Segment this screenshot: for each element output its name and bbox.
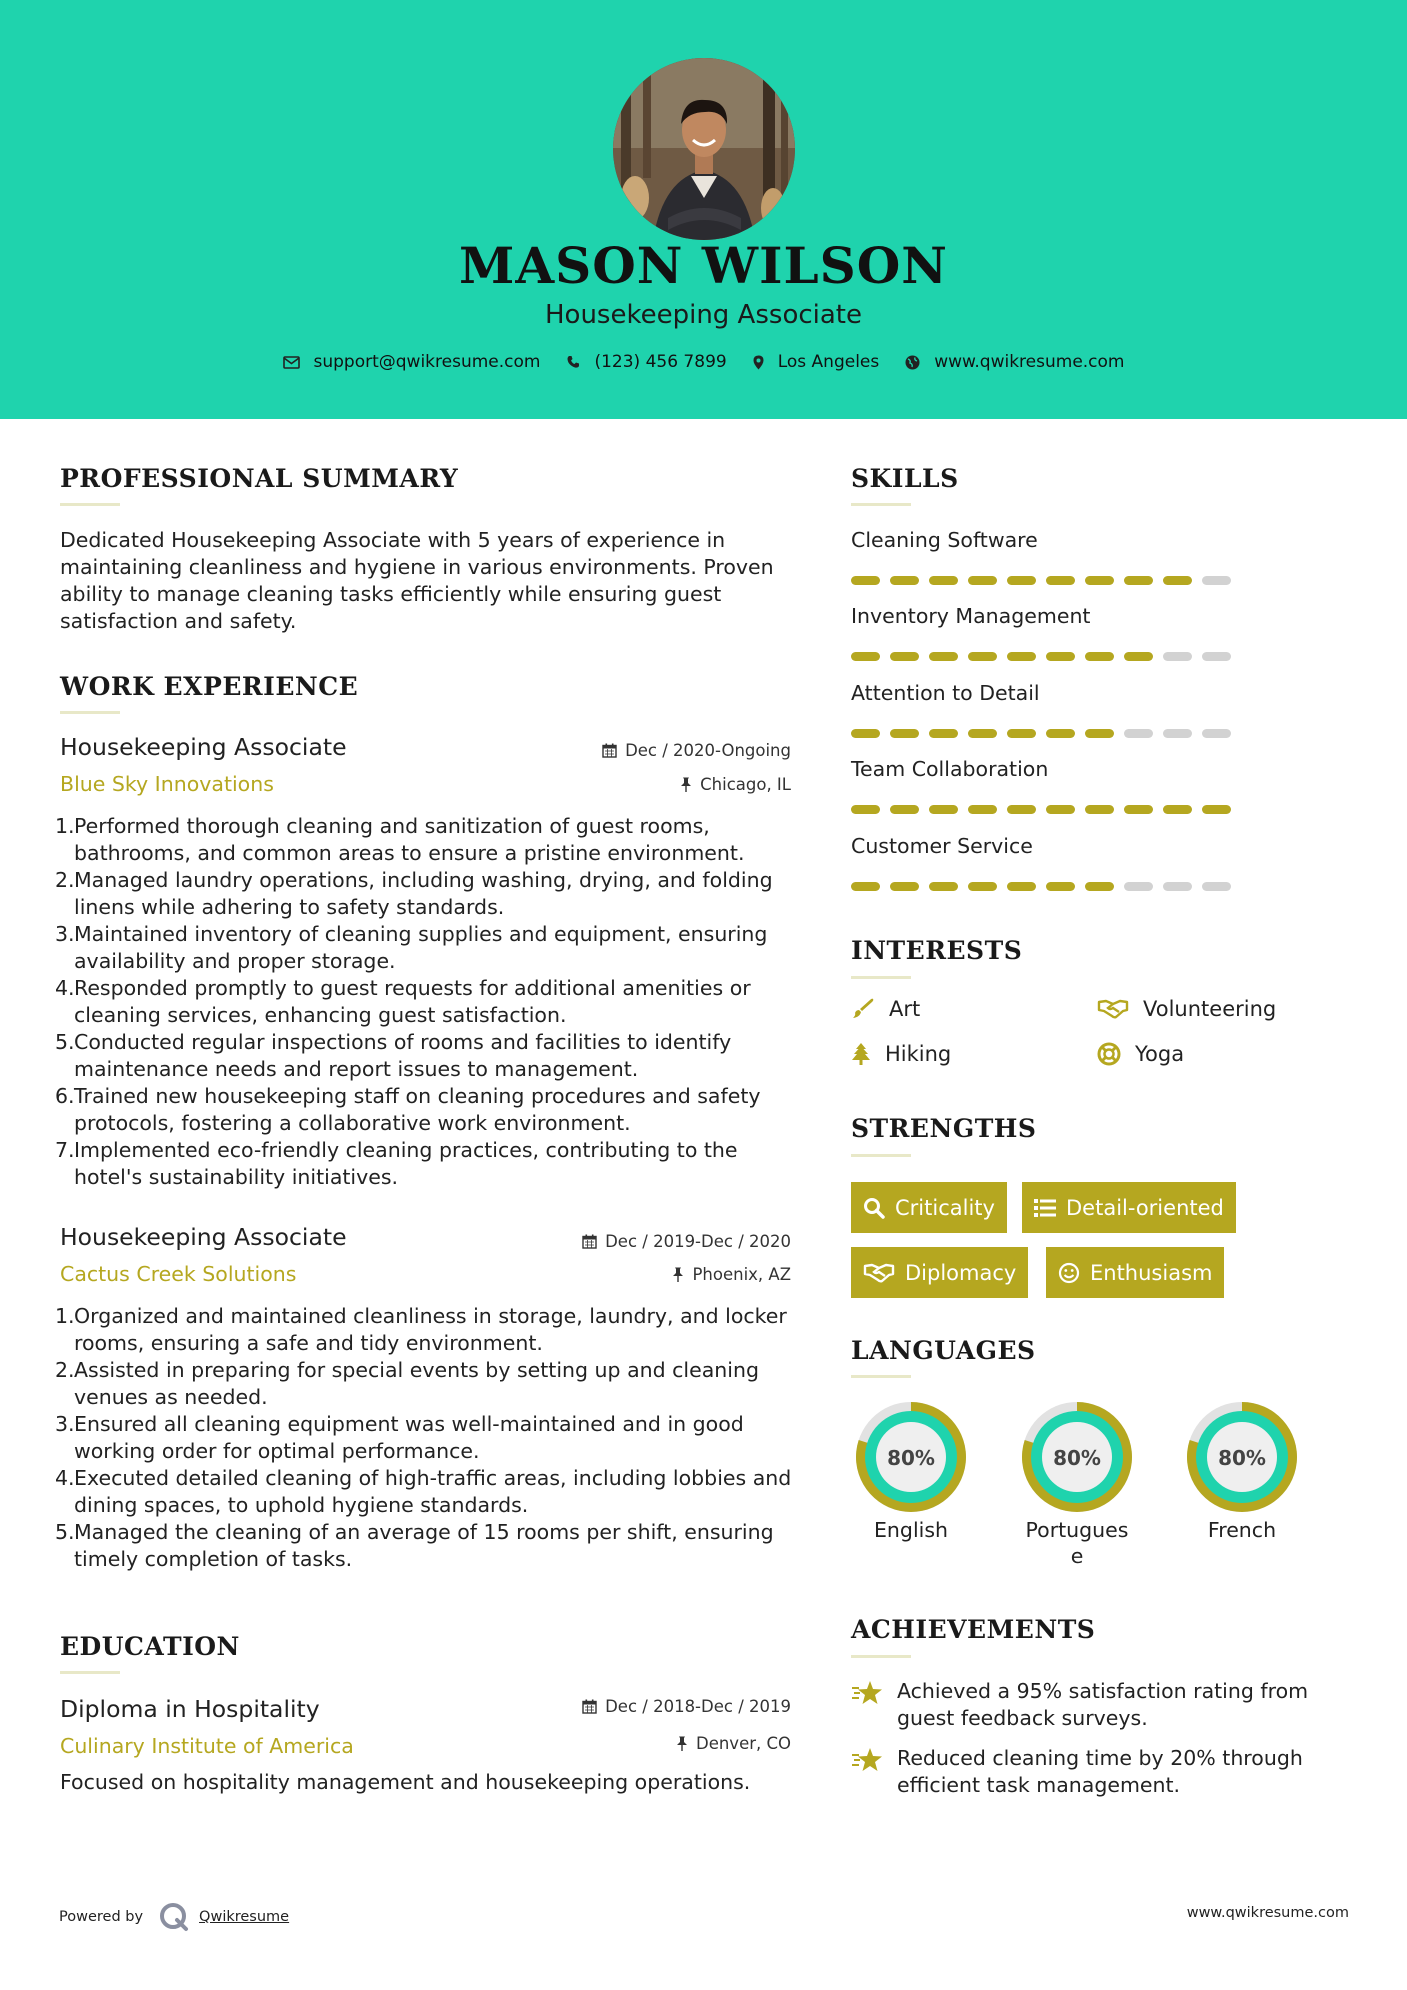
skill-dash-filled [968, 652, 997, 661]
contact-location-text: Los Angeles [777, 352, 880, 372]
globe-icon [905, 355, 920, 370]
skill-dash-filled [1085, 652, 1114, 661]
skill-dash-filled [1046, 652, 1075, 661]
skill-rating [851, 729, 1241, 738]
list-item: 1. Organized and maintained cleanliness in storage, laundry, and locker rooms, ensuring a safe and tidy environment. [55, 1304, 787, 1355]
interest-label: Art [889, 997, 921, 1021]
skill-dash-filled [890, 805, 919, 814]
candidate-name: MASON WILSON [459, 236, 948, 295]
skill-dash-filled [890, 652, 919, 661]
skill-label: Cleaning Software [851, 528, 1038, 552]
achievements-heading: ACHIEVEMENTS [851, 1615, 1096, 1644]
qwikresume-logo-icon [159, 1902, 189, 1932]
handshake-icon [1097, 998, 1129, 1020]
skill-dash-filled [890, 576, 919, 585]
job-2-location-text: Phoenix, AZ [692, 1265, 791, 1284]
list-item: 4. Executed detailed cleaning of high-traffic areas, including lobbies and dining spaces, to uphold hygiene standards. [55, 1466, 792, 1517]
skill-dash-filled [929, 729, 958, 738]
skill-dash-filled [968, 882, 997, 891]
education-location-text: Denver, CO [695, 1734, 791, 1753]
skill-dash-filled [1085, 805, 1114, 814]
interest-yoga [1097, 1042, 1184, 1066]
profile-photo [613, 58, 795, 240]
language-percent: 80% [1053, 1446, 1101, 1470]
interest-label: Yoga [1135, 1042, 1185, 1066]
tree-icon [851, 1043, 871, 1065]
skill-dash-filled [1124, 576, 1153, 585]
list-item: 4. Responded promptly to guest requests for additional amenities or cleaning services, enhancing guest satisfaction. [55, 976, 751, 1027]
strength-chip [1046, 1247, 1224, 1298]
strength-label: Enthusiasm [1090, 1260, 1213, 1285]
skill-dash-filled [1007, 882, 1036, 891]
interest-label: Hiking [885, 1042, 952, 1066]
job-2-company: Cactus Creek Solutions [60, 1262, 297, 1286]
skill-dash-empty [1202, 576, 1231, 585]
skill-dash-filled [851, 729, 880, 738]
job-1-bullets [57, 813, 802, 1191]
skill-label: Attention to Detail [851, 681, 1040, 705]
language-percent: 80% [887, 1446, 935, 1470]
candidate-title: Housekeeping Associate [544, 300, 862, 330]
list-item: 5. Managed the cleaning of an average of 15 rooms per shift, ensuring timely completion of tasks. [55, 1520, 774, 1571]
skill-dash-filled [1007, 805, 1036, 814]
contact-website-text: www.qwikresume.com [934, 352, 1125, 372]
education-degree: Diploma in Hospitality [60, 1695, 320, 1723]
star-icon [851, 1680, 883, 1706]
skill-dash-filled [851, 652, 880, 661]
contact-bar [0, 352, 1407, 372]
calendar-icon [602, 743, 617, 758]
skill-dash-empty [1124, 729, 1153, 738]
skill-dash-filled [851, 882, 880, 891]
skill-dash-filled [851, 576, 880, 585]
education-school: Culinary Institute of America [60, 1734, 354, 1758]
achievement-item [851, 1745, 1321, 1799]
education-description: Focused on hospitality management and housekeeping operations. [60, 1770, 751, 1794]
strengths-underline [851, 1154, 911, 1157]
experience-underline [60, 711, 120, 714]
summary-text: Dedicated Housekeeping Associate with 5 years of experience in maintaining cleanliness and hygiene in various environments. Proven ability to manage cleaning tasks efficiently while ensuring guest satisfaction and safety. [60, 528, 774, 633]
education-underline [60, 1671, 120, 1674]
language-gauge [1016, 1396, 1138, 1518]
qwikresume-link[interactable]: Qwikresume [199, 1909, 290, 1925]
skill-dash-filled [1163, 805, 1192, 814]
skill-dash-filled [1046, 576, 1075, 585]
skill-dash-filled [1085, 729, 1114, 738]
job-1-company: Blue Sky Innovations [60, 772, 274, 796]
skill-dash-empty [1202, 652, 1231, 661]
skill-dash-filled [1046, 805, 1075, 814]
strength-label: Criticality [895, 1195, 995, 1220]
job-1-dates [500, 741, 791, 760]
education-location [500, 1734, 791, 1753]
job-2-title: Housekeeping Associate [60, 1223, 347, 1251]
list-item: 3. Ensured all cleaning equipment was well-maintained and in good working order for optimal performance. [55, 1412, 744, 1463]
skill-dash-filled [1085, 882, 1114, 891]
phone-icon [566, 355, 580, 369]
interest-art [851, 997, 920, 1021]
skills-underline [851, 503, 911, 506]
smile-icon [1058, 1262, 1080, 1284]
pin-icon [676, 1736, 688, 1751]
contact-email[interactable] [283, 352, 541, 372]
interests-underline [851, 976, 911, 979]
strength-chip [1022, 1182, 1236, 1233]
achievement-text: Reduced cleaning time by 20% through efficient task management. [897, 1746, 1303, 1797]
achievements-underline [851, 1655, 911, 1658]
skill-rating [851, 576, 1241, 585]
interest-hiking [851, 1042, 951, 1066]
footer-website[interactable]: www.qwikresume.com [1186, 1905, 1349, 1921]
contact-location [753, 352, 880, 372]
education-dates [500, 1697, 791, 1716]
map-marker-icon [753, 355, 764, 370]
interests-heading: INTERESTS [851, 936, 1023, 965]
achievement-text: Achieved a 95% satisfaction rating from guest feedback surveys. [897, 1679, 1309, 1730]
skill-dash-filled [929, 882, 958, 891]
languages-heading: LANGUAGES [851, 1336, 1036, 1365]
skill-dash-empty [1202, 729, 1231, 738]
skill-dash-filled [1046, 729, 1075, 738]
list-item: 2. Managed laundry operations, including washing, drying, and folding linens while adhering to safety standards. [55, 868, 773, 919]
skill-dash-filled [1085, 576, 1114, 585]
skill-rating [851, 882, 1241, 891]
job-1-location-text: Chicago, IL [700, 775, 791, 794]
interest-label: Volunteering [1143, 997, 1277, 1021]
job-2-dates-text: Dec / 2019-Dec / 2020 [605, 1232, 791, 1251]
job-2-bullets [57, 1303, 802, 1573]
pin-icon [672, 1267, 684, 1282]
skill-dash-filled [929, 805, 958, 814]
job-1-location [500, 775, 791, 794]
skill-dash-filled [1046, 882, 1075, 891]
resume-header [0, 0, 1407, 419]
language-name: French [1207, 1518, 1277, 1542]
pin-icon [680, 777, 692, 792]
summary-underline [60, 503, 120, 506]
experience-heading: WORK EXPERIENCE [60, 672, 359, 701]
strength-label: Diplomacy [905, 1260, 1017, 1285]
contact-phone[interactable] [566, 352, 726, 372]
skill-dash-filled [890, 882, 919, 891]
contact-website[interactable] [905, 352, 1124, 372]
skills-heading: SKILLS [851, 464, 959, 493]
list-icon [1034, 1198, 1056, 1218]
skill-dash-filled [1007, 576, 1036, 585]
strength-chip [851, 1247, 1028, 1298]
list-item: 3. Maintained inventory of cleaning supplies and equipment, ensuring availability and proper storage. [55, 922, 768, 973]
job-2-dates [500, 1232, 791, 1251]
calendar-icon [582, 1699, 597, 1714]
language-percent: 80% [1218, 1446, 1266, 1470]
search-icon [863, 1197, 885, 1219]
skill-dash-empty [1163, 882, 1192, 891]
strength-label: Detail-oriented [1066, 1195, 1224, 1220]
education-dates-text: Dec / 2018-Dec / 2019 [605, 1697, 791, 1716]
skill-dash-filled [1124, 652, 1153, 661]
calendar-icon [582, 1234, 597, 1249]
skill-label: Customer Service [851, 834, 1033, 858]
strengths-heading: STRENGTHS [851, 1114, 1037, 1143]
skill-rating [851, 652, 1241, 661]
contact-phone-text: (123) 456 7899 [594, 352, 727, 372]
skill-label: Team Collaboration [851, 757, 1049, 781]
strength-chip [851, 1182, 1007, 1233]
language-gauge [850, 1396, 972, 1518]
skill-dash-filled [1202, 805, 1231, 814]
job-1-dates-text: Dec / 2020-Ongoing [625, 741, 791, 760]
skill-dash-empty [1163, 652, 1192, 661]
skill-dash-filled [968, 805, 997, 814]
skill-dash-filled [929, 576, 958, 585]
handshake-icon [863, 1262, 895, 1284]
skill-dash-empty [1124, 882, 1153, 891]
skill-dash-filled [890, 729, 919, 738]
footer-powered-by [59, 1902, 289, 1932]
interest-volunteering [1097, 997, 1276, 1021]
list-item: 7. Implemented eco-friendly cleaning practices, contributing to the hotel's sustainability initiatives. [55, 1138, 738, 1189]
language-name: English [873, 1518, 949, 1542]
languages-underline [851, 1375, 911, 1378]
achievement-item [851, 1678, 1321, 1732]
skill-dash-filled [1007, 652, 1036, 661]
language-gauge [1181, 1396, 1303, 1518]
skill-dash-filled [968, 729, 997, 738]
education-heading: EDUCATION [60, 1632, 240, 1661]
list-item: 2. Assisted in preparing for special events by setting up and cleaning venues as needed. [55, 1358, 759, 1409]
language-name: Portugues e [1025, 1518, 1129, 1568]
contact-email-text: support@qwikresume.com [313, 352, 541, 372]
job-2-location [500, 1265, 791, 1284]
skill-dash-filled [1007, 729, 1036, 738]
paint-brush-icon [851, 998, 875, 1020]
list-item: 1. Performed thorough cleaning and sanitization of guest rooms, bathrooms, and common areas to ensure a pristine environment. [55, 814, 745, 865]
summary-heading: PROFESSIONAL SUMMARY [60, 464, 459, 493]
powered-by-label: Powered by [59, 1909, 144, 1925]
skill-dash-filled [968, 576, 997, 585]
skill-dash-empty [1163, 729, 1192, 738]
skill-dash-filled [929, 652, 958, 661]
life-ring-icon [1097, 1042, 1121, 1066]
star-icon [851, 1747, 883, 1773]
skill-rating [851, 805, 1241, 814]
job-1-title: Housekeeping Associate [60, 733, 347, 761]
skill-label: Inventory Management [851, 604, 1091, 628]
list-item: 5. Conducted regular inspections of rooms and facilities to identify maintenance needs and report issues to management. [55, 1030, 732, 1081]
skill-dash-filled [1124, 805, 1153, 814]
skill-dash-empty [1202, 882, 1231, 891]
list-item: 6. Trained new housekeeping staff on cleaning procedures and safety protocols, fostering a collaborative work environment. [55, 1084, 761, 1135]
envelope-icon [283, 356, 300, 369]
skill-dash-filled [851, 805, 880, 814]
skill-dash-filled [1163, 576, 1192, 585]
